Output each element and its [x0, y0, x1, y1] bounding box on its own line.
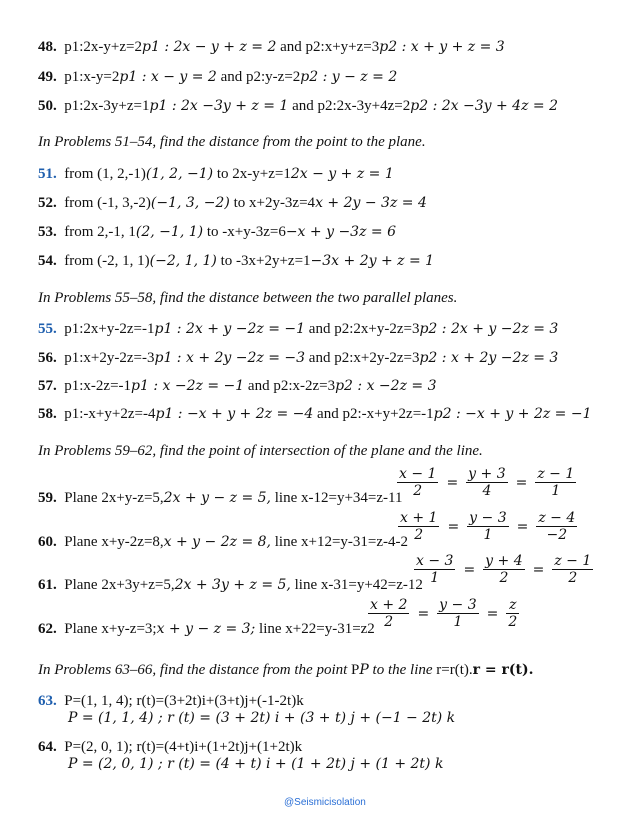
- numerator: y − 3: [469, 510, 507, 526]
- numerator: z − 1: [537, 466, 575, 482]
- plane-equation: −3x + 2y + z = 1: [310, 253, 435, 269]
- plane-equation: x + y − z = 3;: [156, 621, 256, 637]
- fraction: [552, 553, 593, 586]
- denominator: 2: [414, 527, 424, 543]
- denominator: 1: [453, 614, 463, 630]
- problem-59: [38, 489, 402, 507]
- problem-text: Plane 2x+3y+z=5,: [64, 577, 175, 593]
- problem-60: [38, 533, 408, 551]
- problem-51: [38, 165, 394, 183]
- fraction: [467, 510, 508, 543]
- denominator: −2: [546, 527, 568, 543]
- problem-number: 62.: [38, 621, 57, 637]
- problem-text: p1:2x-3y+z=1: [64, 98, 150, 114]
- plane-equation: x + 2y − 3z = 4: [315, 195, 427, 211]
- line-text: line x+22=y-31=z2: [259, 621, 375, 637]
- problem-63: [38, 692, 304, 710]
- heading-text: to the line: [372, 662, 433, 678]
- line-symmetric-equation: $\frac{x - 1}{2}$ = $\frac{y + 3}{4}$ = $\frac{z - 1}{1}$: [399, 466, 575, 499]
- fraction: [437, 597, 478, 630]
- plane-equation: p1 : x −2z = −1: [131, 378, 245, 394]
- problem-number: 50.: [38, 98, 57, 114]
- denominator: 2: [384, 614, 394, 630]
- problem-55: [38, 320, 558, 338]
- fraction: [397, 466, 438, 499]
- numerator: x + 2: [370, 597, 408, 613]
- fraction: [398, 510, 439, 543]
- plane-text: to -3x+2y+z=1: [220, 253, 311, 269]
- line-text: line x-12=y+34=z-11: [274, 490, 403, 506]
- problem-54: [38, 252, 434, 270]
- section-heading-59-62: In Problems 59–62, find the point of intersection of the plane and the line.: [38, 443, 483, 459]
- numerator: z: [506, 597, 519, 614]
- plane-equation: p1 : x + 2y −2z = −3: [154, 350, 306, 366]
- plane-equation: p1 : 2x + y −2z = −1: [154, 321, 306, 337]
- problem-52: [38, 194, 427, 212]
- problem-58: [38, 405, 592, 423]
- plane-equation: p2 : 2x + y −2z = 3: [419, 321, 559, 337]
- problem-text: P=(2, 0, 1); r(t)=(4+t)i+(1+2t)j+(1+2t)k: [64, 739, 303, 755]
- problem-text: p1:x-2z=-1: [64, 378, 132, 394]
- numerator: x + 1: [400, 510, 438, 526]
- connector-text: and p2:x+y+z=3: [280, 39, 380, 55]
- fraction: [414, 553, 455, 586]
- point-text: from 2,-1, 1: [64, 224, 136, 240]
- point-math: (−2, 1, 1): [149, 253, 217, 269]
- point-letter-math: P: [359, 662, 369, 678]
- fraction: [535, 466, 576, 499]
- problem-number: 61.: [38, 577, 57, 593]
- heading-text: In Problems 63–66, find the distance from the point: [38, 662, 348, 678]
- problem-text: p1:-x+y+2z=-4: [64, 406, 156, 422]
- plane-equation: p2 : x + y + z = 3: [379, 39, 505, 55]
- plane-text: to -x+y-3z=6: [206, 224, 286, 240]
- watermark: @Seismicisolation: [284, 797, 366, 808]
- problem-text: Plane 2x+y-z=5,: [64, 490, 164, 506]
- plane-equation: p1 : 2x − y + z = 2: [142, 39, 277, 55]
- numerator: z − 1: [554, 553, 592, 569]
- numerator: y + 3: [468, 466, 506, 482]
- problem-number: 52.: [38, 195, 57, 211]
- problem-63-math: P = (1, 1, 4) ; r (t) = (3 + 2t) i + (3 + t) j + (−1 − 2t) k: [68, 710, 456, 726]
- denominator: 1: [551, 483, 561, 499]
- plane-equation: p1 : −x + y + 2z = −4: [155, 406, 314, 422]
- denominator: 1: [483, 527, 493, 543]
- denominator: 2: [568, 570, 578, 586]
- plane-equation: p1 : 2x −3y + z = 1: [149, 98, 289, 114]
- line-label-math: r = r(t).: [472, 662, 534, 678]
- plane-text: to 2x-y+z=1: [216, 166, 291, 182]
- fraction: [483, 553, 524, 586]
- problem-number: 63.: [38, 693, 57, 709]
- line-symmetric-equation: $\frac{x + 1}{2}$ = $\frac{y - 3}{1}$ = $\frac{z - 4}{-2}$: [400, 510, 576, 543]
- problem-text: p1:x+2y-2z=-3: [64, 350, 155, 366]
- line-text: line x-31=y+42=z-12: [294, 577, 423, 593]
- denominator: 2: [499, 570, 509, 586]
- problem-64: [38, 738, 302, 756]
- section-heading-51-54: In Problems 51–54, find the distance from the point to the plane.: [38, 134, 426, 150]
- plane-equation: x + y − 2z = 8,: [163, 534, 271, 550]
- problem-number: 54.: [38, 253, 57, 269]
- problem-number: 56.: [38, 350, 57, 366]
- problem-text: Plane x+y-z=3;: [64, 621, 157, 637]
- line-label: r=r(t).: [436, 662, 473, 678]
- connector-text: and p2:2x+y-2z=3: [308, 321, 420, 337]
- problem-text: Plane x+y-2z=8,: [64, 534, 164, 550]
- line-symmetric-equation: $\frac{x - 3}{1}$ = $\frac{y + 4}{2}$ = $\frac{z - 1}{2}$: [416, 553, 592, 586]
- problem-number: 53.: [38, 224, 57, 240]
- problem-50: [38, 97, 558, 115]
- problem-57: [38, 377, 436, 395]
- point-math: (−1, 3, −2): [150, 195, 230, 211]
- section-heading-55-58: In Problems 55–58, find the distance between the two parallel planes.: [38, 290, 458, 306]
- problem-61: [38, 576, 423, 594]
- plane-equation: p2 : x + 2y −2z = 3: [419, 350, 559, 366]
- plane-equation: −x + y −3z = 6: [285, 224, 396, 240]
- denominator: 2: [508, 614, 518, 630]
- fraction: [466, 466, 507, 499]
- plane-equation: 2x − y + z = 1: [290, 166, 394, 182]
- problem-number: 64.: [38, 739, 57, 755]
- connector-text: and p2:x+2y-2z=3: [308, 350, 420, 366]
- numerator: x − 1: [399, 466, 437, 482]
- problem-number: 55.: [38, 321, 57, 337]
- numerator: y + 4: [485, 553, 523, 569]
- denominator: 4: [482, 483, 492, 499]
- problem-text: p1:x-y=2: [64, 69, 120, 85]
- plane-text: to x+2y-3z=4: [233, 195, 316, 211]
- problem-number: 58.: [38, 406, 57, 422]
- problem-64-math: P = (2, 0, 1) ; r (t) = (4 + t) i + (1 + 2t) j + (1 + 2t) k: [68, 756, 444, 772]
- problem-number: 51.: [38, 166, 57, 182]
- connector-text: and p2:2x-3y+4z=2: [292, 98, 411, 114]
- denominator: 2: [413, 483, 423, 499]
- numerator: y − 3: [439, 597, 477, 613]
- plane-equation: p2 : y − z = 2: [300, 69, 398, 85]
- problem-62: [38, 620, 375, 638]
- connector-text: and p2:y-z=2: [220, 69, 301, 85]
- fraction: [506, 597, 519, 630]
- connector-text: and p2:x-2z=3: [247, 378, 336, 394]
- problem-number: 59.: [38, 490, 57, 506]
- problem-number: 60.: [38, 534, 57, 550]
- line-symmetric-equation: $\frac{x + 2}{2}$ = $\frac{y - 3}{1}$ = $\frac{z}{2}$: [370, 597, 518, 630]
- numerator: x − 3: [416, 553, 454, 569]
- plane-equation: 2x + y − z = 5,: [163, 490, 271, 506]
- point-math: (1, 2, −1): [145, 166, 214, 182]
- point-math: (2, −1, 1): [135, 224, 204, 240]
- fraction: [536, 510, 577, 543]
- section-heading-63-66: [38, 662, 533, 679]
- problem-text: p1:2x-y+z=2: [64, 39, 142, 55]
- point-letter: P: [351, 662, 360, 678]
- point-text: from (1, 2,-1): [64, 166, 146, 182]
- problem-number: 57.: [38, 378, 57, 394]
- plane-equation: 2x + 3y + z = 5,: [174, 577, 291, 593]
- plane-equation: p2 : −x + y + 2z = −1: [433, 406, 592, 422]
- point-text: from (-2, 1, 1): [64, 253, 150, 269]
- fraction: [368, 597, 409, 630]
- point-text: from (-1, 3,-2): [64, 195, 151, 211]
- problem-53: [38, 223, 396, 241]
- problem-text: p1:2x+y-2z=-1: [64, 321, 155, 337]
- line-text: line x+12=y-31=z-4-2: [274, 534, 409, 550]
- connector-text: and p2:-x+y+2z=-1: [317, 406, 434, 422]
- problem-56: [38, 349, 558, 367]
- denominator: 1: [430, 570, 440, 586]
- problem-49: [38, 68, 397, 86]
- problem-48: [38, 38, 505, 56]
- plane-equation: p2 : x −2z = 3: [335, 378, 437, 394]
- plane-equation: p2 : 2x −3y + 4z = 2: [410, 98, 558, 114]
- numerator: z − 4: [538, 510, 576, 526]
- problem-number: 48.: [38, 39, 57, 55]
- problem-text: P=(1, 1, 4); r(t)=(3+2t)i+(3+t)j+(-1-2t)k: [64, 693, 304, 709]
- plane-equation: p1 : x − y = 2: [119, 69, 217, 85]
- problem-number: 49.: [38, 69, 57, 85]
